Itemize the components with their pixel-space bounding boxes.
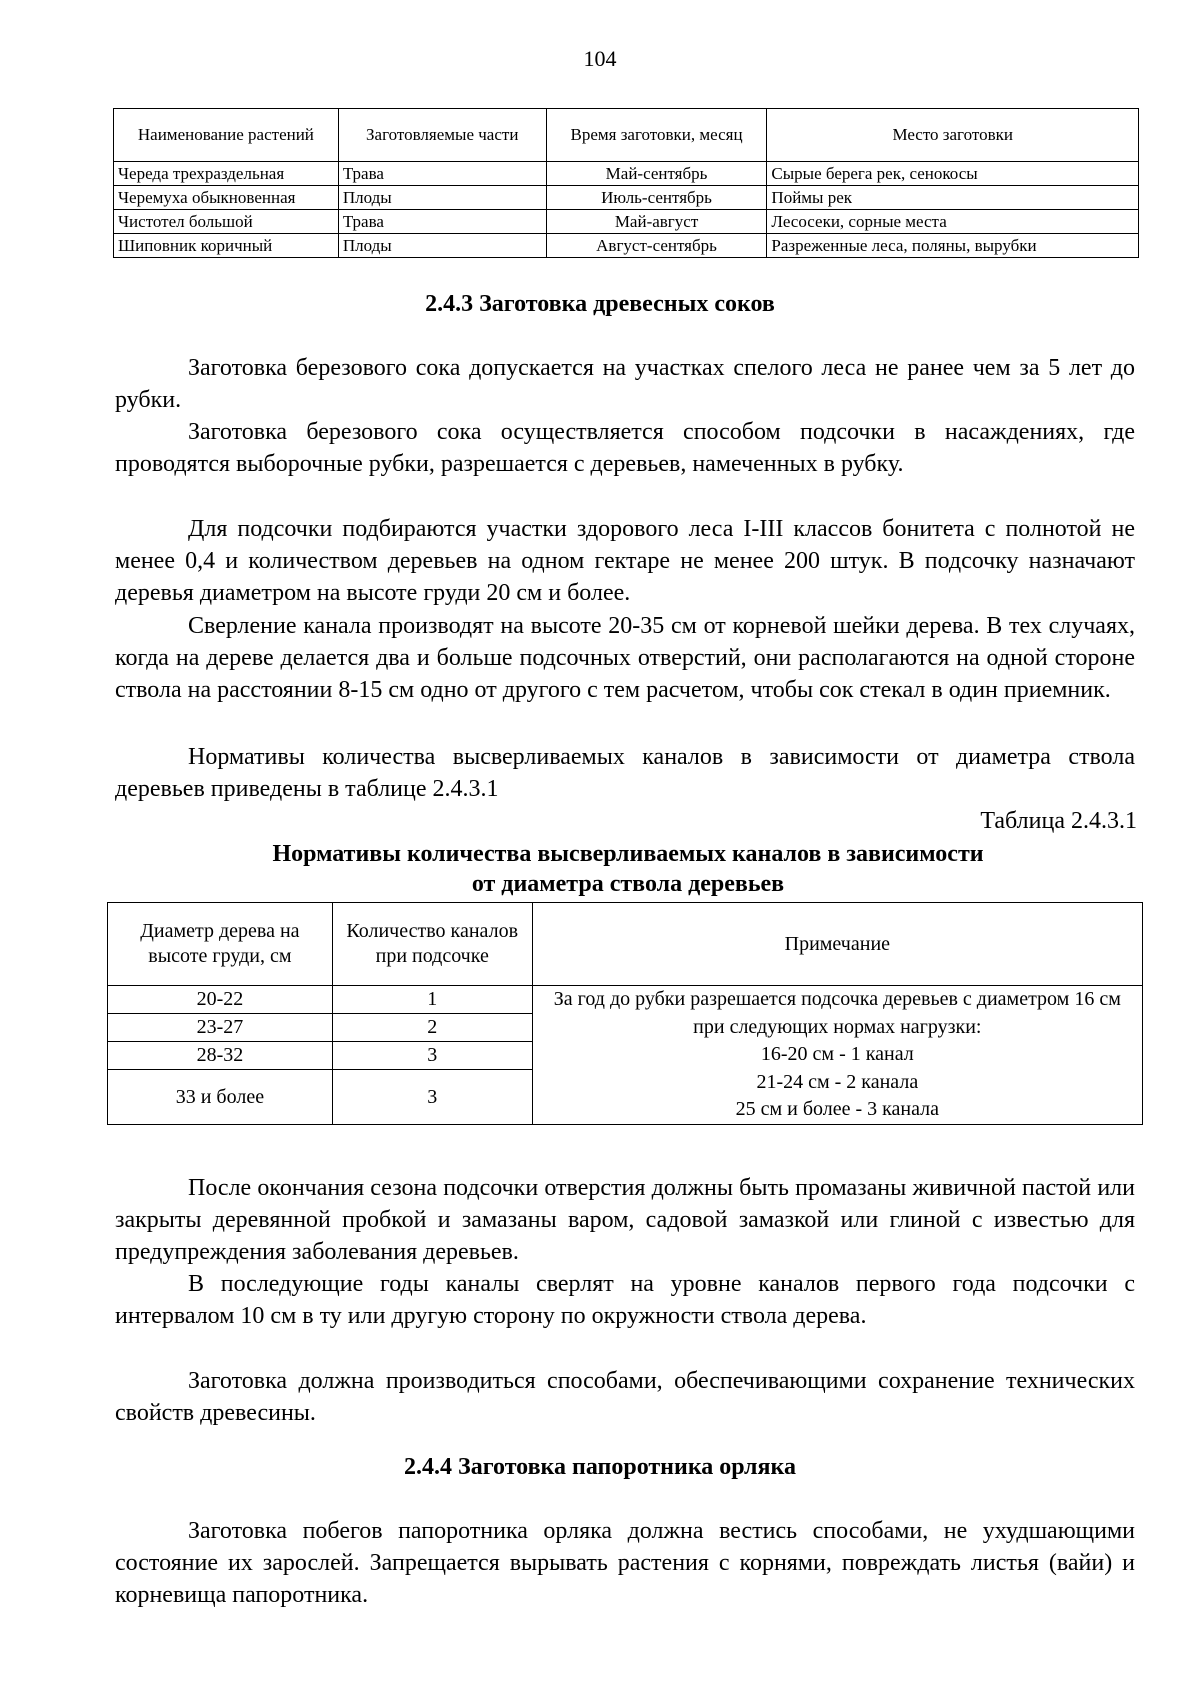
diameter-cell: 33 и более <box>108 1070 333 1125</box>
channels-table-header: Диаметр дерева на высоте груди, см <box>108 903 333 986</box>
plants-table-header-row <box>114 109 1139 162</box>
paragraph: В последующие годы каналы сверлят на уровне каналов первого года подсочки с интервалом 10 см в ту или другую сторону по окружности ствола дерева. <box>115 1271 1135 1330</box>
page-number: 104 <box>583 46 617 71</box>
plants-table-header: Время заготовки, месяц <box>546 109 767 162</box>
channels-count-cell: 1 <box>332 986 532 1014</box>
paragraph: Для подсочки подбираются участки здорового леса I-III классов бонитета с полнотой не менее 0,4 и количеством деревьев на одном гектаре не менее 200 штук. В подсочку назначают деревья диаметром на высоте груди 20 см и более. <box>115 516 1135 607</box>
paragraph: Заготовка березового сока осуществляется способом подсочки в насаждениях, где проводятся выборочные рубки, разрешается с деревьев, намеченных в рубку. <box>115 419 1135 478</box>
plant-place: Лесосеки, сорные места <box>767 210 1139 234</box>
section-heading-244: 2.4.4 Заготовка папоротника орляка <box>404 1454 796 1480</box>
plant-part: Трава <box>338 210 546 234</box>
plant-time: Август-сентябрь <box>546 234 767 258</box>
paragraph: После окончания сезона подсочки отверстия должны быть промазаны живичной пастой или закрыты деревянной пробкой и замазаны варом, садовой замазкой или глиной с известью для предупреждения заболевания деревьев. <box>115 1175 1135 1266</box>
plant-name: Череда трехраздельная <box>114 162 339 186</box>
plant-time: Май-август <box>546 210 767 234</box>
note-cell <box>532 986 1142 1125</box>
table-title: Нормативы количества высверливаемых каналов в зависимости от диаметра ствола деревьев <box>272 841 984 897</box>
table-row <box>108 986 1143 1014</box>
plant-part: Плоды <box>338 186 546 210</box>
table-row <box>114 210 1139 234</box>
plant-name: Черемуха обыкновенная <box>114 186 339 210</box>
plant-place: Разреженные леса, поляны, вырубки <box>767 234 1139 258</box>
diameter-cell: 28-32 <box>108 1042 333 1070</box>
channels-table-header: Количество каналов при подсочке <box>332 903 532 986</box>
plant-time: Июль-сентябрь <box>546 186 767 210</box>
paragraph: Нормативы количества высверливаемых каналов в зависимости от диаметра ствола деревьев приведены в таблице 2.4.3.1 <box>115 744 1135 803</box>
table-label: Таблица 2.4.3.1 <box>980 808 1137 834</box>
channels-count-cell: 2 <box>332 1014 532 1042</box>
plants-table-header: Заготовляемые части <box>338 109 546 162</box>
plant-time: Май-сентябрь <box>546 162 767 186</box>
channels-table <box>107 902 1143 1125</box>
plant-part: Плоды <box>338 234 546 258</box>
diameter-cell: 23-27 <box>108 1014 333 1042</box>
plant-part: Трава <box>338 162 546 186</box>
channels-table-header-row <box>108 903 1143 986</box>
diameter-cell: 20-22 <box>108 986 333 1014</box>
plant-name: Чистотел большой <box>114 210 339 234</box>
paragraph: Заготовка побегов папоротника орляка должна вестись способами, не ухудшающими состояние их зарослей. Запрещается вырывать растения с корнями, повреждать листья (вайи) и корневища папоротника. <box>115 1518 1135 1609</box>
paragraph: Заготовка березового сока допускается на участках спелого леса не ранее чем за 5 лет до рубки. <box>115 355 1135 414</box>
plants-table <box>113 108 1139 258</box>
table-row <box>114 186 1139 210</box>
plants-table-header: Наименование растений <box>114 109 339 162</box>
plant-name: Шиповник коричный <box>114 234 339 258</box>
section-heading-243: 2.4.3 Заготовка древесных соков <box>425 291 775 317</box>
plant-place: Сырые берега рек, сенокосы <box>767 162 1139 186</box>
channels-count-cell: 3 <box>332 1070 532 1125</box>
paragraph: Сверление канала производят на высоте 20-35 см от корневой шейки дерева. В тех случаях, когда на дереве делается два и больше подсочных отверстий, они располагаются на одной стороне ствола на расстоянии 8-15 см одно от другого с тем расчетом, чтобы сок стекал в один приемник. <box>115 613 1135 704</box>
note-text: За год до рубки разрешается подсочка деревьев с диаметром 16 см при следующих нормах нагрузки: 16-20 см - 1 канал 21-24 см - 2 канала 25 см и более - 3 канала <box>553 988 1121 1121</box>
paragraph: Заготовка должна производиться способами, обеспечивающими сохранение технических свойств древесины. <box>115 1368 1135 1427</box>
plant-place: Поймы рек <box>767 186 1139 210</box>
table-row <box>114 162 1139 186</box>
table-row <box>114 234 1139 258</box>
plants-table-header: Место заготовки <box>767 109 1139 162</box>
channels-table-header: Примечание <box>532 903 1142 986</box>
channels-count-cell: 3 <box>332 1042 532 1070</box>
